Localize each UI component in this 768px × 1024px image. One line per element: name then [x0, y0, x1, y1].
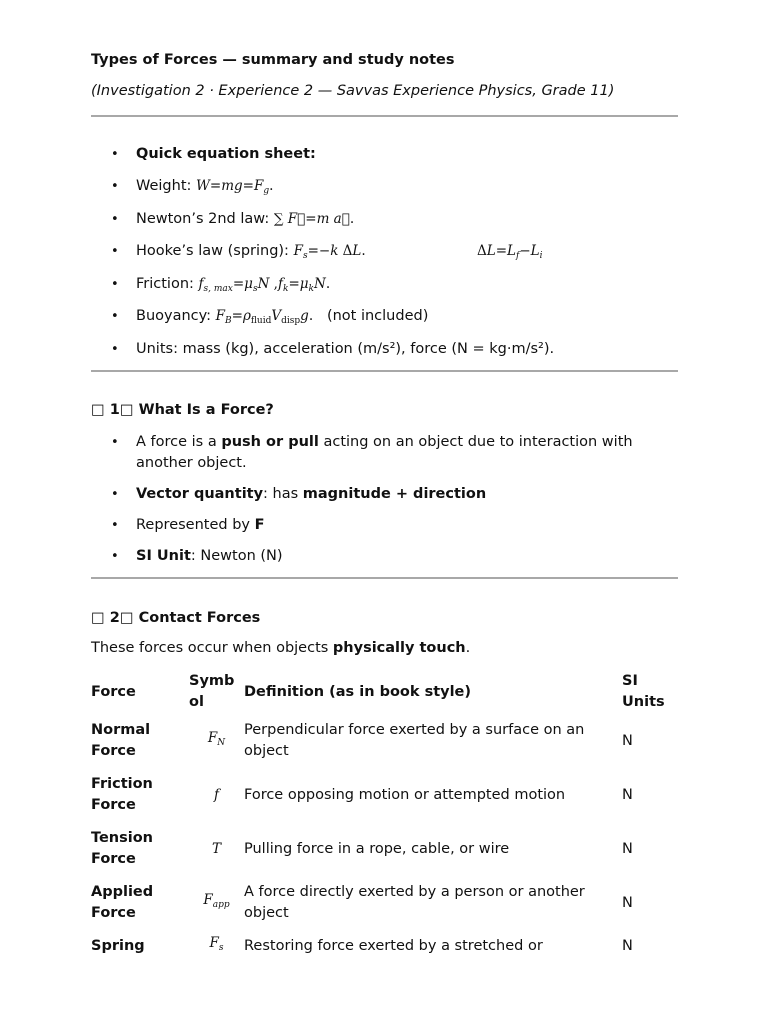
emphasis: Vector quantity — [136, 486, 264, 502]
list-item — [91, 515, 678, 546]
hooke-law-label: Hooke’s law (spring): — [136, 243, 294, 259]
emphasis: SI Unit — [136, 548, 191, 564]
list-item — [91, 339, 678, 360]
text: These forces occur when objects — [91, 640, 333, 656]
list-item — [91, 546, 678, 567]
section-heading: □ 1□ What Is a Force? — [91, 402, 274, 418]
emphasis: physically touch — [332, 640, 466, 656]
equation-sheet-heading: Quick equation sheet: — [136, 146, 316, 162]
list-item: • Hooke’s law (spring): $F_s=-k$ ΔL. $\Delta L=L_f-L_i$ — [91, 241, 678, 274]
column-header: Symb ol — [189, 673, 235, 710]
force-definition: Pulling force in a rope, cable, or wire — [244, 840, 510, 857]
force-name: Applied Force — [91, 884, 154, 921]
buoyancy-label: Buoyancy: — [136, 308, 216, 324]
force-symbol: $F_{app}$ — [203, 892, 230, 910]
divider — [91, 370, 678, 372]
equation-list — [91, 144, 678, 360]
list-item: • Newton’s 2nd law: ∑ F⃗=m a⃗. — [91, 209, 678, 241]
force-unit: N — [622, 786, 633, 803]
contact-forces-table — [91, 670, 678, 962]
table-row — [91, 822, 678, 876]
force-definition: A force directly exerted by a person or another object — [244, 884, 585, 921]
units-note: Units: mass (kg), acceleration (m/s²), force (N = kg·m/s²). — [136, 341, 555, 357]
text: acting on an object due to interaction with another object. — [136, 434, 633, 471]
force-definition: Force opposing motion or attempted motion — [244, 786, 566, 803]
section-intro — [91, 640, 470, 656]
document-title: Types of Forces — summary and study notes — [91, 52, 455, 68]
emphasis: push or pull — [221, 434, 319, 450]
force-definition: Restoring force exerted by a stretched or — [244, 937, 543, 954]
force-name: Friction Force — [91, 776, 153, 813]
force-definition-list — [91, 432, 678, 567]
force-symbol: T — [211, 840, 221, 857]
divider — [91, 115, 678, 117]
table-header-row — [91, 670, 678, 714]
table-row — [91, 768, 678, 822]
friction-label: Friction: — [136, 276, 199, 292]
hooke-formula: F — [293, 243, 303, 259]
force-name: Spring — [91, 937, 145, 954]
force-unit: N — [622, 840, 633, 857]
table-row — [91, 876, 678, 930]
force-name: Tension Force — [91, 830, 154, 867]
list-item — [91, 144, 678, 176]
force-unit: N — [622, 937, 633, 954]
delta-length-formula: $\Delta L=L_f-L_i$ — [477, 243, 543, 261]
section-heading: □ 2□ Contact Forces — [91, 610, 261, 626]
table-row — [91, 714, 678, 768]
text: : Newton (N) — [190, 548, 283, 564]
force-unit: N — [622, 894, 633, 911]
list-item: • Friction: $f_{s, max}=\mu_sN$ $,f_k=\mu_kN$. — [91, 274, 678, 306]
column-header: Force — [91, 683, 136, 700]
buoyancy-formula: F — [215, 308, 226, 324]
force-symbol: $F_s$ — [209, 935, 224, 953]
text: : has — [263, 486, 303, 502]
newton-law-label: Newton’s 2nd law: — [136, 211, 274, 227]
list-item: • Weight: $W=mg=F_g$. — [91, 176, 678, 209]
force-definition: Perpendicular force exerted by a surface on an object — [244, 722, 585, 759]
text: A force is a — [136, 434, 222, 450]
text: . — [465, 640, 471, 656]
column-header: SI Units — [622, 673, 665, 710]
force-symbol: f — [214, 786, 219, 803]
friction-formula: f — [198, 276, 204, 292]
emphasis: F — [254, 517, 265, 533]
list-item — [91, 484, 678, 515]
divider — [91, 577, 678, 579]
weight-formula: W — [196, 178, 210, 194]
force-name: Normal Force — [91, 722, 151, 759]
list-item — [91, 432, 678, 484]
list-item: • Buoyancy: $F_B=\rho_{fluid}V_{disp}g$. (not included) — [91, 306, 678, 339]
column-header: Definition (as in book style) — [244, 683, 472, 700]
weight-label: Weight: — [136, 178, 197, 194]
newton-formula: ∑ — [273, 211, 284, 227]
force-symbol: $F_N$ — [207, 730, 226, 748]
force-unit: N — [622, 732, 633, 749]
emphasis: magnitude + direction — [302, 486, 487, 502]
document-subtitle: (Investigation 2 · Experience 2 — Savvas Experience Physics, Grade 11) — [91, 83, 615, 99]
table-row — [91, 930, 678, 962]
text: Represented by — [136, 517, 255, 533]
buoyancy-note: (not included) — [326, 308, 429, 324]
